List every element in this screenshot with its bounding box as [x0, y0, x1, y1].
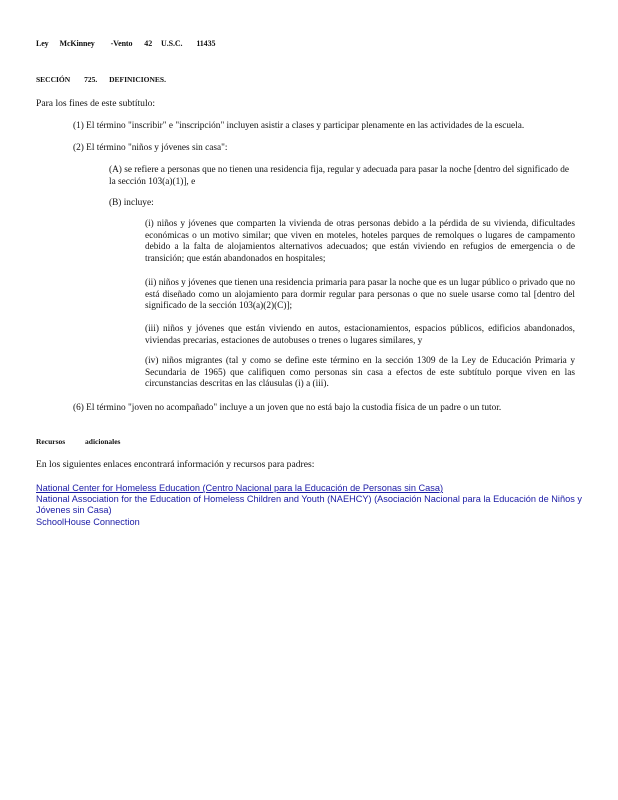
- header-law: Ley: [36, 39, 49, 48]
- header-section: 11435: [196, 39, 216, 48]
- intro-text: Para los fines de este subtítulo:: [36, 98, 156, 109]
- section-number: 725.: [84, 75, 98, 84]
- link-naehcy[interactable]: National Association for the Education of Homeless Children and Youth (NAEHCY) (Asociación Nacional para la Educación de Niños y Jóvenes sin Casa): [36, 494, 582, 516]
- resources-label-2: adicionales: [85, 437, 121, 446]
- resources-intro: En los siguientes enlaces encontrará información y recursos para padres:: [36, 459, 315, 470]
- resources-links: [36, 483, 596, 528]
- definition-item-6: (6) El término "joven no acompañado" incluye a un joven que no está bajo la custodia física de un padre o un tutor.: [73, 403, 502, 413]
- section-label: SECCIÓN: [36, 75, 71, 84]
- document-header: [36, 39, 215, 48]
- definition-clause-i: (i) niños y jóvenes que comparten la vivienda de otras personas debido a la pérdida de su vivienda, dificultades económicas o un motivo similar; que viven en moteles, hoteles parques de remolques o lugares de campamento debido a la falta de alojamientos alternativos adecuados; que están viviendo en refugios de emergencia o de transición; que están abandonados en hospitales;: [145, 219, 575, 264]
- section-title: [36, 75, 166, 84]
- header-num: 42: [144, 39, 153, 48]
- header-usc: U.S.C.: [161, 39, 183, 48]
- definition-clause-iv: (iv) niños migrantes (tal y como se define este término en la sección 1309 de la Ley de Educación Primaria y Secundaria de 1965) que califiquen como personas sin casa a efectos de este subtítulo porque viven en las circunstancias descritas en las cláusulas (i) a (iii).: [145, 356, 575, 390]
- definition-item-2b: (B) incluye:: [109, 198, 154, 208]
- link-schoolhouse-connection[interactable]: SchoolHouse Connection: [36, 516, 140, 527]
- header-vento: -Vento: [110, 39, 133, 48]
- definition-clause-ii: (ii) niños y jóvenes que tienen una residencia primaria para pasar la noche que es un lugar público o privado que no está diseñado como un alojamiento para dormir regular para personas o que no suele usarse como tal [dentro del significado de la sección 103(a)(2)(C)];: [145, 278, 575, 312]
- definition-clause-iii: (iii) niños y jóvenes que están viviendo en autos, estacionamientos, espacios públicos, edificios abandonados, viviendas precarias, estaciones de autobuses o trenes o lugares similares, y: [145, 324, 575, 346]
- link-nche[interactable]: National Center for Homeless Education (Centro Nacional para la Educación de Personas sin Casa): [36, 483, 444, 493]
- section-name: DEFINICIONES.: [109, 75, 166, 84]
- resources-title: [36, 437, 120, 446]
- header-name: McKinney: [59, 39, 95, 48]
- resources-label-1: Recursos: [36, 437, 66, 446]
- definition-item-1: (1) El término "inscribir" e "inscripción" incluyen asistir a clases y participar plenamente en las actividades de la escuela.: [73, 121, 525, 131]
- definition-item-2a: (A) se refiere a personas que no tienen una residencia fija, regular y adecuada para pasar la noche [dentro del significado de la sección 103(a)(1)], e: [109, 165, 569, 187]
- definition-item-2: (2) El término "niños y jóvenes sin casa":: [73, 143, 228, 153]
